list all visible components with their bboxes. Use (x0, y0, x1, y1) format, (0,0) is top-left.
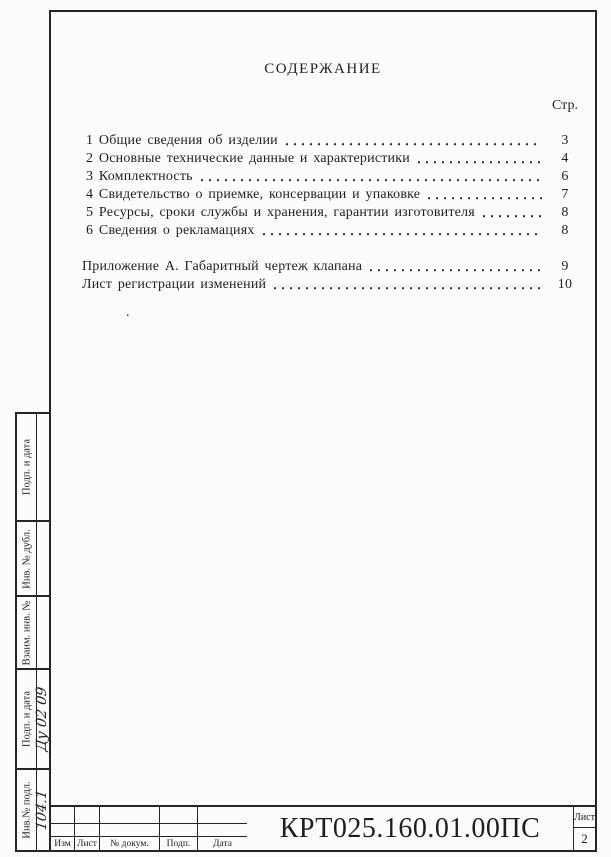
revision-header-data: Дата (213, 838, 232, 849)
toc-row (86, 150, 578, 168)
dot-leader (285, 142, 542, 147)
toc-row (86, 132, 578, 150)
sheet-label: Лист (574, 807, 595, 828)
toc-entry-label: 3 Комплектность (86, 169, 193, 184)
revision-cell (51, 824, 75, 837)
toc-entry-page: 6 (561, 169, 569, 184)
toc-row-appendix (82, 258, 578, 276)
toc-entry-label: 6 Сведения о рекламациях (86, 223, 255, 238)
revision-cell (100, 807, 160, 824)
toc-entry-label: 1 Общие сведения об изделии (86, 133, 278, 148)
toc-row (86, 204, 578, 222)
dot-leader (427, 196, 542, 201)
revision-header-docnum: № докум. (100, 837, 160, 850)
toc-entry-label: 5 Ресурсы, сроки службы и хранения, гарантии изготовителя (86, 205, 475, 220)
toc-entry-label: Лист регистрации изменений (82, 277, 267, 292)
page-column-label: Стр. (552, 98, 578, 113)
toc-entry-label: 4 Свидетельство о приемке, консервации и упаковке (86, 187, 421, 202)
toc-entry-page: 3 (561, 133, 569, 148)
revision-table (51, 807, 247, 850)
title-block (49, 805, 597, 852)
sheet-number: 2 (581, 831, 588, 846)
margin-box-vzaim-inv: Взаим. инв. № (15, 595, 51, 670)
revision-header-podp: Подп. (160, 837, 198, 850)
stray-dot: . (126, 305, 130, 320)
revision-cell (75, 807, 100, 824)
revision-cell (160, 807, 198, 824)
dot-leader (200, 178, 542, 183)
revision-header-list: Лист (75, 837, 100, 850)
toc-entry-label: Приложение А. Габаритный чертеж клапана (82, 259, 363, 274)
revision-cell (100, 824, 160, 837)
dot-leader (273, 286, 542, 291)
toc-row (86, 186, 578, 204)
margin-box-inv-podl: Инв.№ подл. 104.1 (15, 768, 51, 852)
revision-cell (198, 824, 247, 837)
revision-cell (75, 824, 100, 837)
toc-entry-page: 4 (561, 151, 569, 166)
margin-box-divider (36, 597, 37, 668)
dot-leader (417, 160, 542, 165)
margin-box-inv-dupl: Инв. № дубл. (15, 520, 51, 597)
margin-box-sign-date-bottom: Подп. и дата Ду 02 09 (15, 668, 51, 770)
toc-entry-page: 8 (561, 223, 569, 238)
revision-cell (160, 824, 198, 837)
sheet-box (574, 807, 595, 850)
toc-entry-label: 2 Основные технические данные и характеристики (86, 151, 410, 166)
toc-row-appendix (82, 276, 578, 294)
toc-entry-page: 8 (561, 205, 569, 220)
toc-row (86, 168, 578, 186)
document-number: КРТ025.160.01.00ПС (279, 812, 541, 844)
dot-leader (262, 232, 542, 237)
revision-cell (51, 807, 75, 824)
document-title: СОДЕРЖАНИЕ (264, 61, 382, 77)
toc-spacer (86, 240, 578, 258)
toc-entry-page: 10 (557, 277, 573, 292)
toc-row (86, 222, 578, 240)
dot-leader (369, 268, 542, 273)
toc-entry-page: 7 (561, 187, 569, 202)
revision-header-izm: Изм (51, 837, 75, 850)
margin-box-sign-date-top: Подп. и дата (15, 412, 51, 522)
table-of-contents (82, 132, 578, 294)
document-number-cell (247, 807, 574, 850)
margin-box-divider (36, 414, 37, 520)
margin-box-divider (36, 522, 37, 595)
dot-leader (482, 214, 542, 219)
toc-entry-page: 9 (561, 259, 569, 274)
revision-cell (198, 807, 247, 824)
